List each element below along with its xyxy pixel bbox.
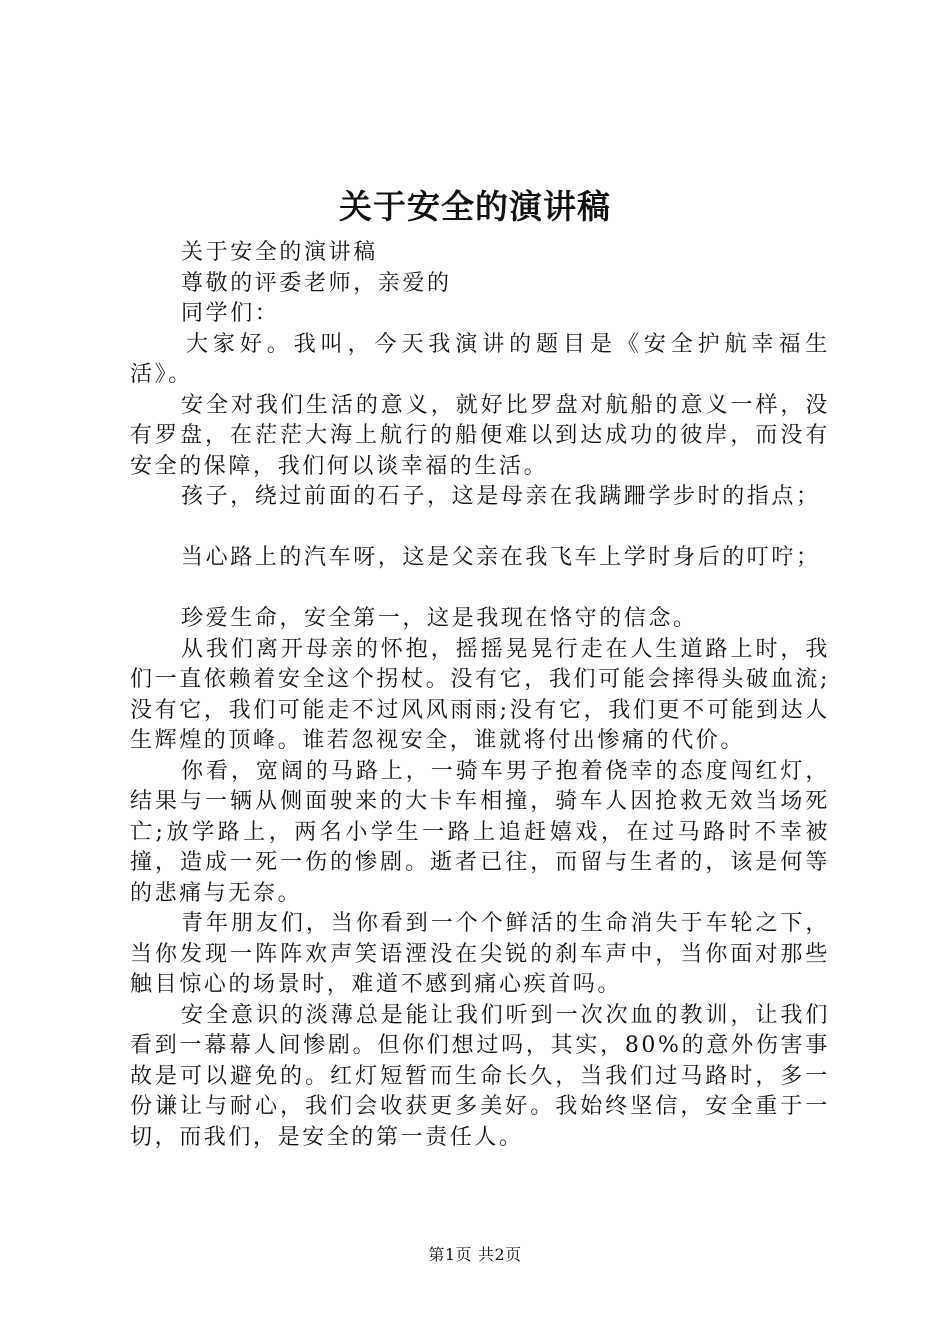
paragraph-greeting: 大家好。我叫，今天我演讲的题目是《安全护航幸福生活》。	[130, 331, 830, 387]
paragraph-body: 安全对我们生活的意义，就好比罗盘对航船的意义一样，没有罗盘，在茫茫大海上航行的船便难以到达成功的彼岸，而没有安全的保障，我们何以谈幸福的生活。	[130, 392, 830, 479]
paragraph-body: 从我们离开母亲的怀抱，摇摇晃晃行走在人生道路上时，我们一直依赖着安全这个拐杖。没有它，我们可能会摔得头破血流;没有它，我们可能走不过风风雨雨;没有它，我们更不可能到达人生辉煌的顶峰。谁若忽视安全，谁就将付出惨痛的代价。	[130, 636, 830, 753]
paragraph-salutation-cont: 同学们：	[181, 301, 280, 326]
paragraph-body: 孩子，绕过前面的石子，这是母亲在我蹒跚学步时的指点；	[181, 484, 821, 509]
paragraph-salutation: 尊敬的评委老师，亲爱的	[181, 270, 452, 296]
paragraph-heading: 关于安全的演讲稿	[181, 240, 378, 265]
paragraph-body: 你看，宽阔的马路上，一骑车男子抱着侥幸的态度闯红灯，结果与一辆从侧面驶来的大卡车相撞，骑车人因抢救无效当场死亡;放学路上，两名小学生一路上追赶嬉戏，在过马路时不幸被撞，造成一死一伤的惨剧。逝者已往，而留与生者的，该是何等的悲痛与无奈。	[130, 758, 830, 906]
document-title: 关于安全的演讲稿	[339, 187, 611, 226]
page-footer	[0, 1242, 950, 1265]
page-number: 第1页	[428, 1245, 472, 1264]
paragraph-body: 珍爱生命，安全第一，这是我现在恪守的信念。	[181, 606, 698, 631]
document-body	[130, 238, 830, 1153]
paragraph-body: 安全意识的淡薄总是能让我们听到一次次血的教训，让我们看到一幕幕人间惨剧。但你们想过吗，其实，80%的意外伤害事故是可以避免的。红灯短暂而生命长久，当我们过马路时，多一份谦让与耐心，我们会收获更多美好。我始终坚信，安全重于一切，而我们，是安全的第一责任人。	[130, 1002, 830, 1150]
paragraph-body: 当心路上的汽车呀，这是父亲在我飞车上学时身后的叮咛；	[181, 545, 821, 570]
page-total: 共2页	[478, 1245, 522, 1264]
paragraph-body: 青年朋友们，当你看到一个个鲜活的生命消失于车轮之下，当你发现一阵阵欢声笑语湮没在尖锐的刹车声中，当你面对那些触目惊心的场景时，难道不感到痛心疾首吗。	[130, 911, 830, 997]
